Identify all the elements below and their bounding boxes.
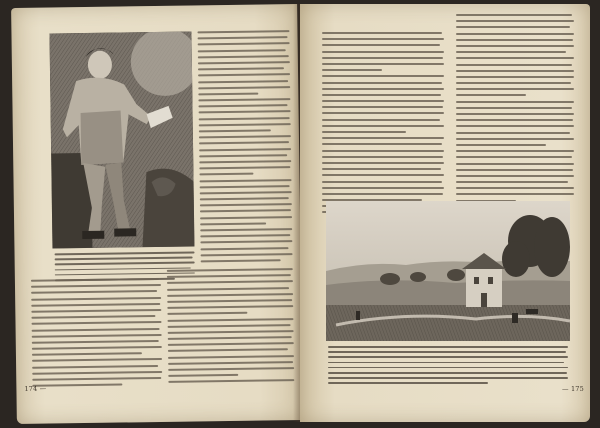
page-number-left: 174 — xyxy=(24,384,47,393)
top-left-column xyxy=(322,32,444,218)
page-left xyxy=(11,4,303,424)
bottom-left-column xyxy=(31,278,163,391)
page-number-right: — 175 xyxy=(562,385,584,393)
right-text-column xyxy=(197,30,292,266)
portrait-engraving-image xyxy=(49,32,194,249)
landscape-caption xyxy=(328,346,568,388)
page-right xyxy=(300,4,590,422)
landscape-plate xyxy=(326,201,570,341)
bottom-right-column xyxy=(167,268,295,387)
portrait-plate xyxy=(49,32,194,249)
landscape-engraving-image xyxy=(326,201,570,341)
top-right-column xyxy=(456,14,574,206)
